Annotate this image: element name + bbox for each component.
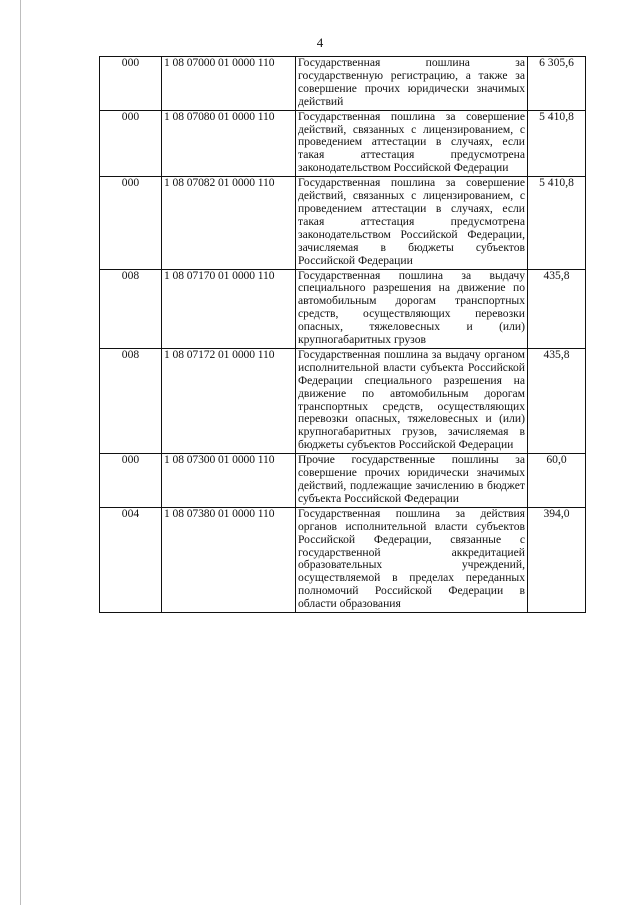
budget-code-cell: 1 08 07080 01 0000 110 [162,110,296,177]
revenue-name-cell: Государственная пошлина за государственную регистрацию, а также за совершение прочих юридически значимых действий [296,57,528,111]
revenue-name-cell: Государственная пошлина за совершение действий, связанных с лицензированием, с проведением аттестации в случаях, если такая аттестация предусмотрена законодательством Российской Федерации, зачисляемая в бюджеты субъектов Российской Федерации [296,177,528,269]
amount-cell: 435,8 [528,269,586,348]
table-row [100,507,586,612]
amount-cell: 6 305,6 [528,57,586,111]
amount-cell: 5 410,8 [528,177,586,269]
table-row [100,454,586,508]
amount-cell: 5 410,8 [528,110,586,177]
admin-code-cell: 004 [100,507,162,612]
budget-code-cell: 1 08 07172 01 0000 110 [162,348,296,453]
page-number: 4 [316,35,324,50]
revenue-name-cell: Государственная пошлина за выдачу специального разрешения на движение по автомобильным дорогам транспортных средств, осуществляющих перевозки опасных, тяжеловесных и (или) крупногабаритных грузов [296,269,528,348]
table-row [100,57,586,111]
revenue-name-cell: Государственная пошлина за совершение действий, связанных с лицензированием, с проведением аттестации в случаях, если такая аттестация предусмотрена законодательством Российской Федерации [296,110,528,177]
budget-code-cell: 1 08 07170 01 0000 110 [162,269,296,348]
scan-left-edge [20,0,21,905]
table-row [100,269,586,348]
budget-code-cell: 1 08 07380 01 0000 110 [162,507,296,612]
revenue-name-cell: Государственная пошлина за выдачу органом исполнительной власти субъекта Российской Федерации специального разрешения на движение по автомобильным дорогам транспортных средств, осуществляющих перевозки опасных, тяжеловесных и (или) крупногабаритных грузов, зачисляемая в бюджеты субъектов Российской Федерации [296,348,528,453]
revenue-table [99,56,586,613]
amount-cell: 60,0 [528,454,586,508]
revenue-name-cell: Государственная пошлина за действия органов исполнительной власти субъектов Российской Федерации, связанные с государственной аккредитацией образовательных учреждений, осуществляемой в пределах переданных полномочий Российской Федерации в области образования [296,507,528,612]
budget-code-cell: 1 08 07000 01 0000 110 [162,57,296,111]
revenue-name-cell: Прочие государственные пошлины за совершение прочих юридически значимых действий, подлежащие зачислению в бюджет субъекта Российской Федерации [296,454,528,508]
admin-code-cell: 008 [100,348,162,453]
budget-code-cell: 1 08 07300 01 0000 110 [162,454,296,508]
amount-cell: 435,8 [528,348,586,453]
admin-code-cell: 008 [100,269,162,348]
table-row [100,348,586,453]
admin-code-cell: 000 [100,110,162,177]
budget-code-cell: 1 08 07082 01 0000 110 [162,177,296,269]
admin-code-cell: 000 [100,177,162,269]
table-row [100,177,586,269]
table-row [100,110,586,177]
admin-code-cell: 000 [100,454,162,508]
amount-cell: 394,0 [528,507,586,612]
admin-code-cell: 000 [100,57,162,111]
